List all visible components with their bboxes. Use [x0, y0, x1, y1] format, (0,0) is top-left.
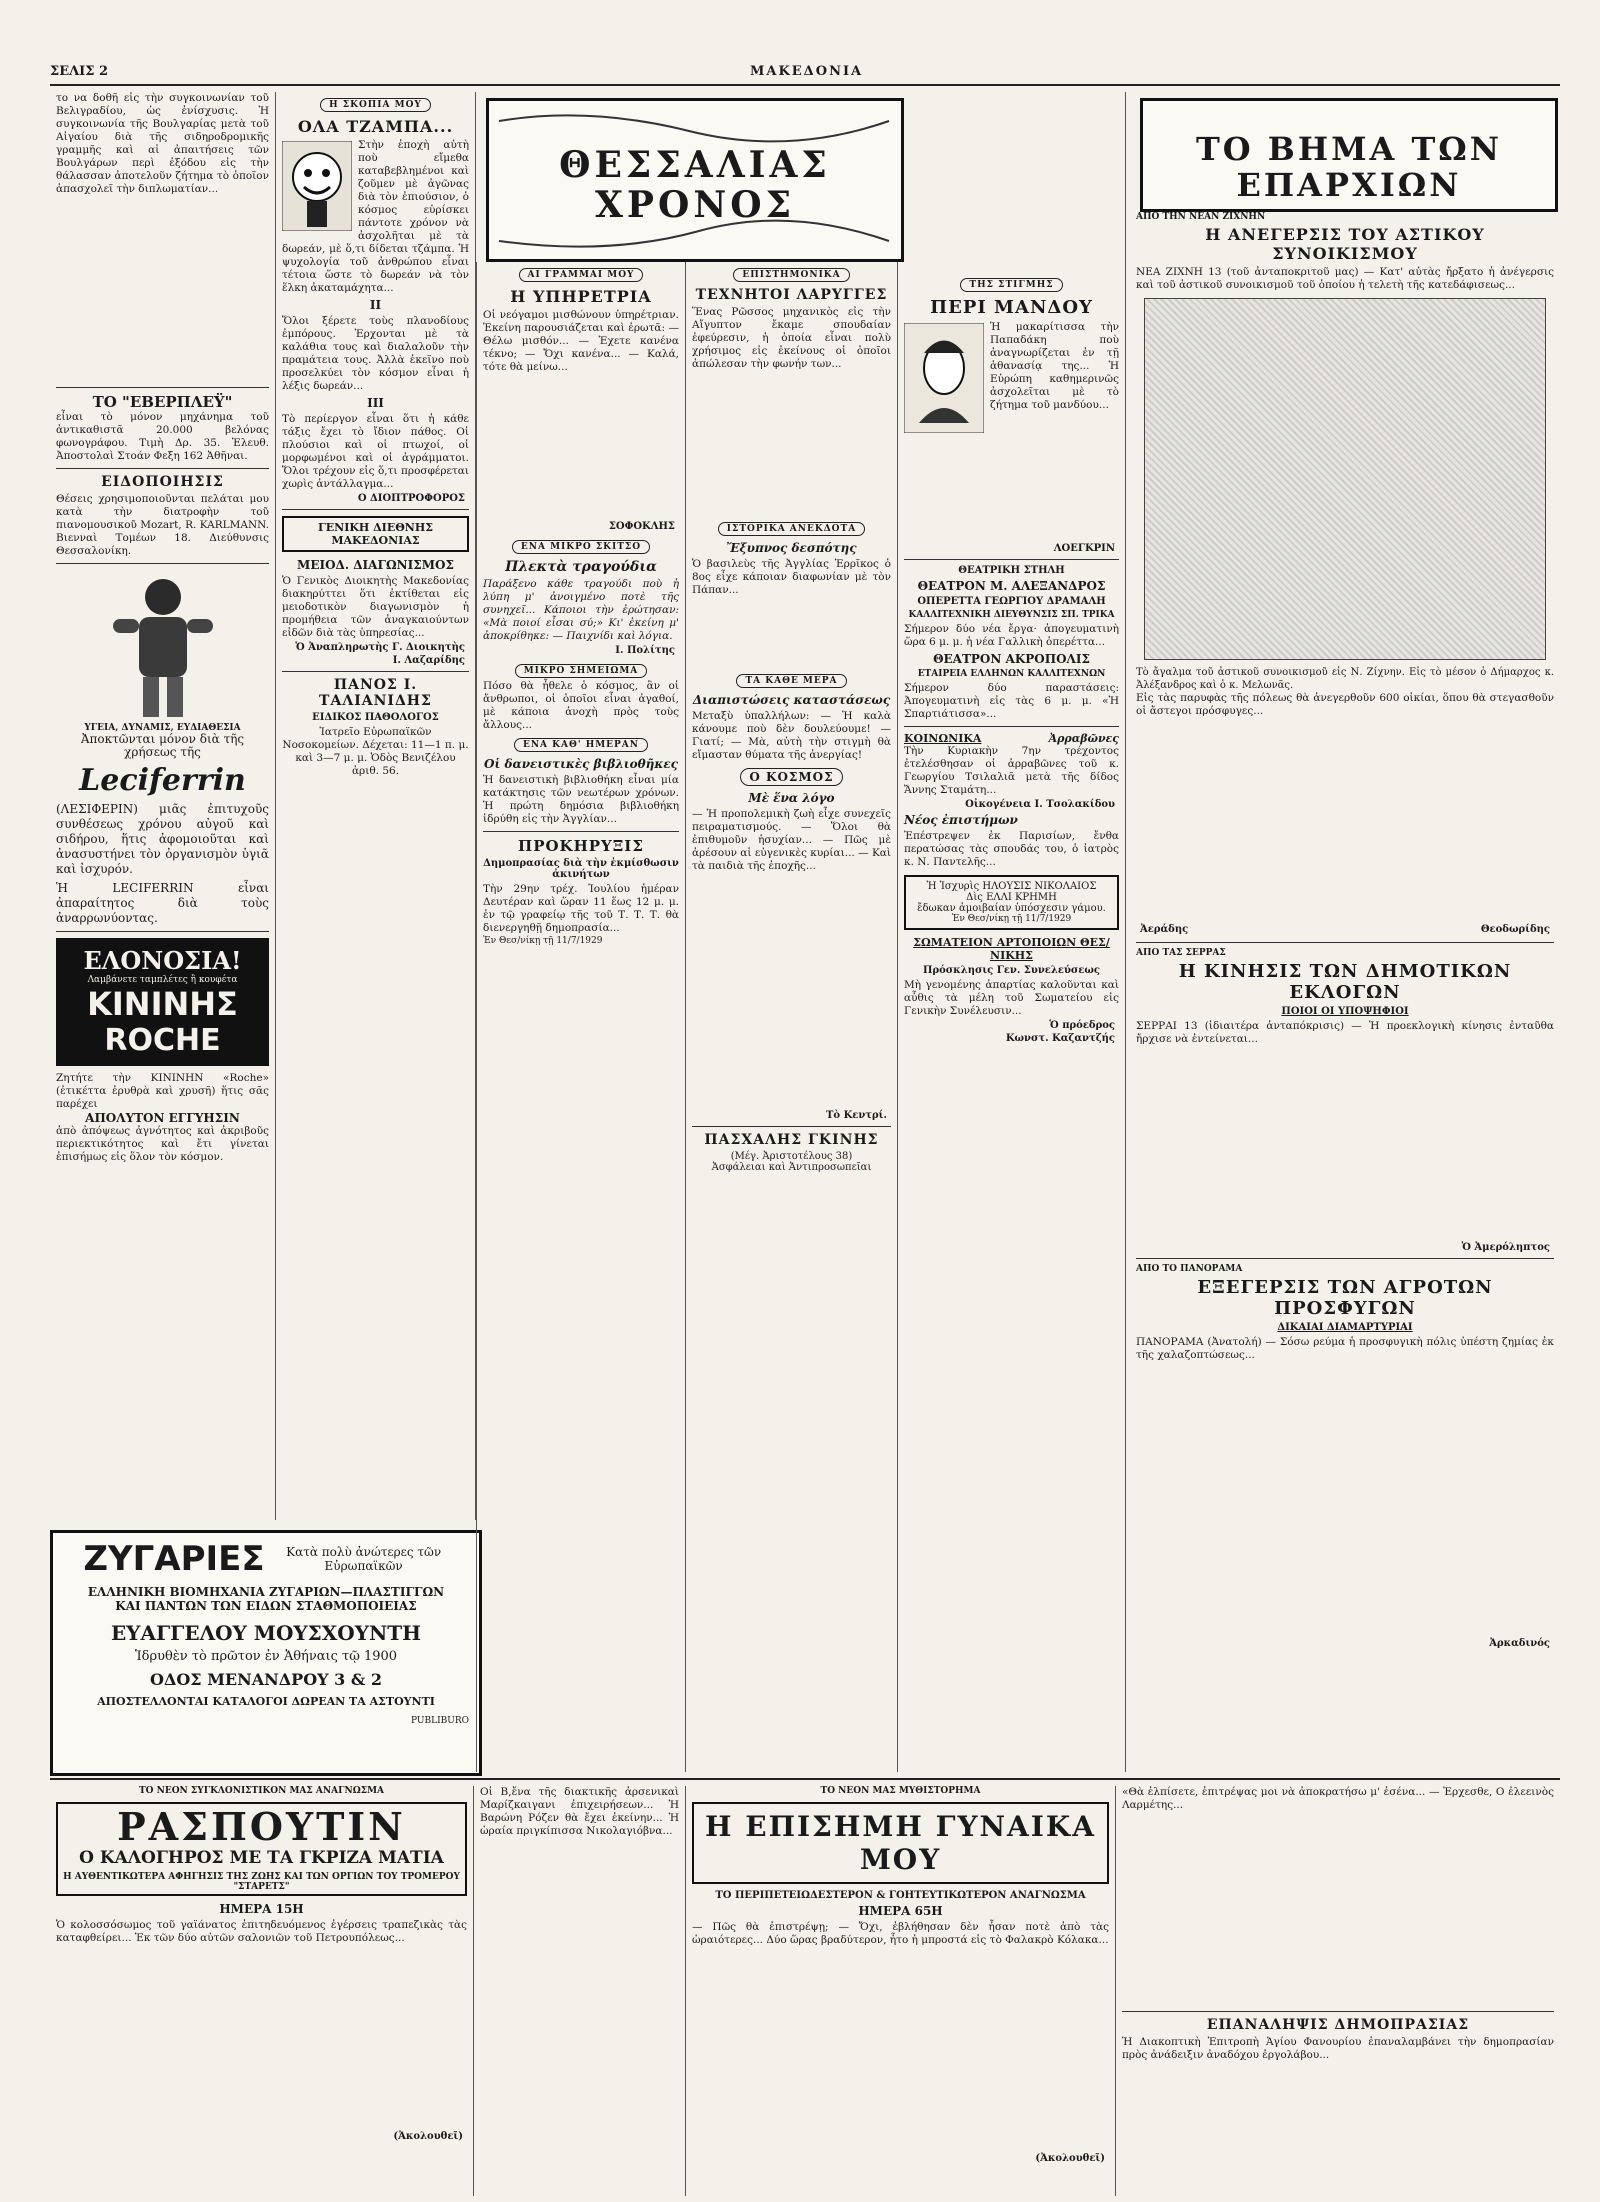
- wife-kicker: ΤΟ ΝΕΟΝ ΜΑΣ ΜΥΘΙΣΤΟΡΗΜΑ: [820, 1786, 981, 1796]
- theater-text: Σήμερον δύο νέα ἔργα· ἀπογευματινὴ ὥρα 6 μ. μ. ἡ νέα Γαλλικὴ ὀπερέττα...: [904, 623, 1119, 648]
- page-number: ΣΕΛΙΣ 2: [50, 64, 109, 79]
- column-2: [276, 92, 476, 1520]
- divider: [56, 387, 269, 388]
- section-label: Ο ΚΟΣΜΟΣ: [740, 768, 842, 786]
- right-bottom-column: [1116, 1786, 1560, 2196]
- article-text: ΣΕΡΡΑΙ 13 (ἰδιαιτέρα ἀνταπόκρισις) — Ἡ προεκλογικὴ κίνησις ἐνταῦθα ἤρχισε νὰ ἐντείνεται...: [1136, 1020, 1554, 1045]
- scales-ad-title: ΖΥΓΑΡΙΕΣ: [83, 1539, 265, 1579]
- wedding-text: ἔδωκαν ἀμοιβαίαν ὑπόσχεσιν γάμου.: [917, 903, 1106, 914]
- article-title: Η ΑΝΕΓΕΡΣΙΣ ΤΟΥ ΑΣΤΙΚΟΥ ΣΥΝΟΙΚΙΣΜΟΥ: [1205, 225, 1485, 263]
- social-signature: Οἰκογένεια Ι. Τσολακίδου: [965, 799, 1115, 810]
- column-3: [476, 262, 686, 1772]
- wedding-announcement: [904, 875, 1119, 930]
- poem-text: Παράξενο κάθε τραγούδι ποὺ ἡ λύπη μ' ἀνοιγμένο ποτὲ τῆς συνηχεῖ... Κάποιοι τὴν ἐρώτησαν: «Μὰ ποιοί εἶσαι σύ;» Κι' ἐκείνη μ' ἀποκρίθηκε: — Παιχνίδι καὶ λόγια.: [483, 578, 679, 642]
- theater-direction: ΚΑΛΛΙΤΕΧΝΙΚΗ ΔΙΕΥΘΥΝΣΙΣ ΣΠ. ΤΡΙΚΑ: [908, 610, 1115, 620]
- divider: [56, 563, 269, 564]
- article-title: ΤΕΧΝΗΤΟΙ ΛΑΡΥΓΓΕΣ: [695, 287, 888, 303]
- rasputin-title-box: [56, 1802, 467, 1896]
- strongman-illustration-icon: [103, 569, 223, 719]
- auction-text: Ἡ Διακοπτικὴ Ἐπιτροπὴ Ἁγίου Φανουρίου ἐπαναλαμβάνει τὴν δημοπρασίαν πρὸς ἀνάδειξιν ἀναδόχου ἐργολάβου...: [1122, 2036, 1554, 2061]
- scales-ad-catalog: ΑΠΟΣΤΕΛΛΟΝΤΑΙ ΚΑΤΑΛΟΓΟΙ ΔΩΡΕΑΝ ΤΑ ΑΣΤΟΥΝΤΙ: [97, 1695, 435, 1708]
- article-text: — Ἡ προπολεμικὴ ζωὴ εἶχε συνεχεῖς πειραματισμούς. — Ὅλοι θὰ ἐπιθυμοῦν ἡσυχίαν... — Πῶς μὲ ἀρέσουν αἱ εὐγενικὲς κυρίαι... — Καὶ τὰ παιδιὰ τῆς ἐποχῆς...: [692, 808, 891, 872]
- section-label: ΑΠΟ ΤΗΝ ΝΕΑΝ ΖΙΧΝΗΝ: [1136, 212, 1266, 222]
- leciferrin-ad: [56, 569, 269, 926]
- elonosia-guarantee: ΑΠΟΛΥΤΟΝ ΕΓΓΥΗΣΙΝ: [85, 1111, 240, 1125]
- article-signature: Ἀεράδης: [1140, 924, 1189, 935]
- article-title: ΠΕΡΙ ΜΑΝΔΟΥ: [930, 297, 1093, 318]
- leciferrin-brand: Leciferrin: [79, 763, 246, 798]
- governorate-ad-subtitle: ΜΕΙΟΔ. ΔΙΑΓΩΝΙΣΜΟΣ: [297, 558, 454, 572]
- page-header: [50, 62, 1560, 86]
- advertiser-name: ΠΑΣΧΑΛΗΣ ΓΚΙΝΗΣ: [704, 1132, 879, 1148]
- section-label: ΕΝΑ ΚΑΘ' ΗΜΕΡΑΝ: [514, 738, 648, 752]
- divider: [483, 831, 679, 832]
- article-title: ΟΛΑ ΤΖΑΜΠΑ...: [297, 117, 454, 136]
- article-text: Ὁ βασιλεὺς τῆς Ἀγγλίας Ἐρρῖκος ὁ 8ος εἶχε κάποιαν διαφωνίαν μὲ τὸν Πάπαν...: [692, 558, 891, 596]
- scales-ad: [50, 1530, 482, 1776]
- lead-article-text: το να δοθῆ εἰς τὴν συγκοινωνίαν τοῦ Βελιγραδίου, ὡς ἐνίσχυσις. Ἡ συγκοινωνία τῆς Βουλγαρίας μετὰ τοῦ Αἰγαίου διὰ τῆς σιδηροδρομικῆς γραμμῆς καὶ αἱ ἀπαιτήσεις τῶν Βουλγάρων περὶ ἐξόδου εἰς τὴν θάλασσαν ἀποτελοῦν ζήτημα τὸ ὁποῖον ἀπασχολεῖ τὴν διπλωματίαν...: [56, 92, 269, 195]
- section-numeral: III: [367, 396, 384, 410]
- wife-text: — Πῶς θὰ ἐπιστρέψῃ; — Ὄχι, ἐβλήθησαν δὲν ἦσαν ποτὲ ἀπὸ τὰς ὡραιότερες... Δύο ὥρας βραδύτερον, ἦτο ἡ μπροστά εἰς τὸ Φαλακρὸ Κόλακα...: [692, 1921, 1109, 1946]
- portrait-illustration-icon: [904, 323, 984, 433]
- elonosia-title: ΕΛΟΝΟΣΙΑ!: [83, 946, 242, 975]
- scales-ad-address: ΟΔΟΣ ΜΕΝΑΝΔΡΟΥ 3 & 2: [150, 1670, 382, 1689]
- column-6: [1130, 212, 1560, 1774]
- provinces-banner: [1140, 98, 1558, 212]
- photo-caption: Τὸ ἄγαλμα τοῦ ἀστικοῦ συνοικισμοῦ εἰς Ν. Ζίχνην. Εἰς τὸ μέσον ὁ Δήμαρχος κ. Ἀλέξανδρος καὶ ὁ κ. Μελωνᾶς.: [1136, 667, 1554, 691]
- theater-text: Σήμερον δύο παραστάσεις: Ἀπογευματινὴ εἰς τὰς 6 μ. μ. «Ἡ Σπαρτιάτισσα»...: [904, 682, 1119, 720]
- advertiser-address: (Μέγ. Ἀριστοτέλους 38): [730, 1151, 853, 1162]
- chronos-banner-title: ΘΕΣΣΑΛΙΑΣ ΧΡΟΝΟΣ: [559, 144, 831, 226]
- article-text: Μεταξὺ ὑπαλλήλων: — Ἡ καλὰ κάνουμε ποὺ δὲν δουλεύουμε! — Γιατί; — Μὰ, αὐτὴ τὴν στιγμὴ θὰ εἴμασταν θύματα τῆς ἀνεργίας!: [692, 710, 891, 761]
- rasputin-text: Ὁ κολοσσόσωμος τοῦ γαϊάνατος ἐπιτηδευόμενος ἐγέρσεις τραπεζικὰς τὰς καταφθείρει... Ἐκ τῶν δύο αὐτῶν σαλονιῶν τοῦ Πετρουπόλεως...: [56, 1919, 467, 1944]
- union-title: ΣΩΜΑΤΕΙΟΝ ΑΡΤΟΠΟΙΩΝ ΘΕΣ/ΝΙΚΗΣ: [913, 936, 1110, 962]
- section-numeral: II: [369, 298, 382, 312]
- notice-text: Θέσεις χρησιμοποιοῦνται πελάται μου κατὰ τὴν διατροφὴν τοῦ πιανομουσικοῦ Mozart, R. KARLMANN. Βιενναὶ Τομέων 18. Διεύθυνσις Θεσσαλονίκη.: [56, 493, 269, 557]
- rasputin-kicker: ΤΟ ΝΕΟΝ ΣΥΓΚΛΟΝΙΣΤΙΚΟΝ ΜΑΣ ΑΝΑΓΝΩΣΜΑ: [138, 1786, 385, 1796]
- auction-title: ΕΠΑΝΑΛΗΨΙΣ ΔΗΜΟΠΡΑΣΙΑΣ: [1206, 2017, 1470, 2033]
- scientist-text: Ἐπέστρεψεν ἐκ Παρισίων, ἔνθα περατώσας τὰς σπουδάς του, ὁ ἰατρὸς κ. Ν. Παντελῆς...: [904, 830, 1119, 868]
- chronos-banner: [486, 98, 904, 262]
- doctor-text: Ἰατρεῖο Εὐρωπαϊκῶν Νοσοκομείων. Δέχεται: 11—1 π. μ. καὶ 3—7 μ. μ. Ὁδὸς Βενιζέλου ἀριθ. 56.: [282, 726, 469, 777]
- theater-company: ΟΠΕΡΕΤΤΑ ΓΕΩΡΓΙΟΥ ΔΡΑΜΑΛΗ: [917, 596, 1106, 607]
- leciferrin-text3: Ἡ LECIFERRIN εἶναι ἀπαραίτητος διὰ τοὺς ἀναρρωνύοντας.: [56, 881, 269, 925]
- section-label: ΑΠΟ ΤΟ ΠΑΝΟΡΑΜΑ: [1136, 1264, 1243, 1274]
- rasputin-serial: [50, 1786, 474, 2196]
- right-serial-text: «Θὰ ἐλπίσετε, ἐπιτρέψας μοι νὰ ἀποκρατήσω μ' ἐσένα... — Ἐρχεσθε, Ο ἐλεεινὸς Λαρμέτης...: [1122, 1786, 1554, 1811]
- divider: [282, 509, 469, 510]
- union-subtitle: Πρόσκλησις Γεν. Συνελεύσεως: [923, 965, 1100, 976]
- article-text: Οἱ νεόγαμοι μισθώνουν ὑπηρέτριαν. Ἐκείνη παρουσιάζεται καὶ ἐρωτᾶ: — Θέλω μισθόν... — Ἐχετε κανένα τέκνο; — Ὄχι κανένα... — Καλά, τότε θὰ μείνω...: [483, 309, 679, 373]
- mid-serial-text: Οἱ Β,ἔνα τῆς διακτικῆς ἀρσενικαὶ Μαρίζκαιγανι ἐπιχειρήσεων... Ἡ Βαρώνη Ρόζεν θὰ ἔχει ἐκείνην... Ἡ ὡραία πριγκίπισσα Νικολαγιόβνα...: [480, 1786, 679, 1837]
- column-1: [50, 92, 276, 1520]
- wife-day: ΗΜΕΡΑ 65Η: [858, 1904, 943, 1918]
- proclamation-subtitle: Δημοπρασίας διὰ τὴν ἐκμίσθωσιν ἀκινήτων: [483, 858, 679, 880]
- advertiser-text: Ἀσφάλειαι καὶ Ἀντιπροσωπεῖαι: [711, 1162, 872, 1173]
- section-label: ΙΣΤΟΡΙΚΑ ΑΝΕΚΔΟΤΑ: [718, 522, 865, 536]
- town-photo: [1144, 298, 1546, 660]
- article-title: Διαπιστώσεις καταστάσεως: [692, 693, 891, 707]
- proclamation-date: Ἐν Θεσ/νίκῃ τῇ 11/7/1929: [483, 936, 603, 946]
- wife-subtitle: ΤΟ ΠΕΡΙΠΕΤΕΙΩΔΕΣΤΕΡΟΝ & ΓΟΗΤΕΥΤΙΚΩΤΕΡΟΝ ΑΝΑΓΝΩΣΜΑ: [715, 1890, 1086, 1901]
- roche-text: ROCHE: [104, 1023, 221, 1058]
- everplay-ad-text: εἶναι τὸ μόνον μηχάνημα τοῦ ἀντικαθιστᾶ 20.000 βελόνας φωνογράφου. Τιμὴ Δρ. 35. Ἐλευθ. Ἀποστολαὶ Στοάν Φεξη 162 Ἀθῆναι.: [56, 411, 269, 462]
- scales-ad-credit: PUBLIBURO: [411, 1716, 469, 1726]
- scales-ad-line2: ΚΑΙ ΠΑΝΤΩΝ ΤΩΝ ΕΙΔΩΝ ΣΤΑΘΜΟΠΟΙΕΙΑΣ: [115, 1599, 417, 1613]
- elonosia-bottom-text: ἀπὸ ἀπόψεως ἀγνότητος καὶ ἀκριβοῦς περιεκτικότητος καὶ ἔτι γίνεται ἐπισήμως εἰς ὅλον τὸν κόσμον.: [56, 1125, 269, 1163]
- scales-ad-founded: Ἱδρυθὲν τὸ πρῶτον ἐν Ἀθήναις τῷ 1900: [134, 1649, 398, 1664]
- provinces-banner-title: ΤΟ ΒΗΜΑ ΤΩΝ ΕΠΑΡΧΙΩΝ: [1195, 130, 1503, 204]
- article-text-1: Στὴν ἐποχὴ αὐτὴ ποὺ εἴμεθα καταβεβλημένοι καὶ ζοῦμεν μὲ ἀγῶνας διὰ τὸν ἐπιούσιον, ὁ κόσμος εὑρίσκει πάντοτε χρόνον νὰ ἀσχολῆται μὲ τὰ δωρεάν, μὲ ὅ,τι δίδεται τζάμπα. Ἡ ψυχολογία τοῦ ἀνθρώπου εἶναι τέτοια ὥστε τὸ δωρεάν νὰ τὸν ἕλκη ἀκαταμάχητα...: [282, 139, 469, 294]
- article-title: Μὲ ἕνα λόγο: [748, 791, 835, 805]
- section-label: ΕΝΑ ΜΙΚΡΟ ΣΚΙΤΣΟ: [512, 540, 650, 554]
- theater-name: ΘΕΑΤΡΟΝ ΑΚΡΟΠΟΛΙΣ: [933, 652, 1090, 666]
- proclamation-title: ΠΡΟΚΗΡΥΞΙΣ: [518, 837, 644, 855]
- section-label: ΜΙΚΡΟ ΣΗΜΕΙΩΜΑ: [515, 664, 648, 678]
- article-text: Ἕνας Ρῶσσος μηχανικὸς εἰς τὴν Αἴγυπτον ἔκαμε σπουδαίαν ἐφεύρεσιν, ἡ ὁποία εἶναι πολὺ χρήσιμος εἰς ἐκείνους οἱ ὁποῖοι ἀπώλεσαν τὴν φωνήν των...: [692, 306, 891, 370]
- article-title: Πλεκτὰ τραγούδια: [505, 559, 657, 575]
- rasputin-subtitle: Ο ΚΑΛΟΓΗΡΟΣ ΜΕ ΤΑ ΓΚΡΙΖΑ ΜΑΤΙΑ: [79, 1848, 444, 1868]
- article-subtitle: ΔΙΚΑΙΑΙ ΔΙΑΜΑΡΤΥΡΙΑΙ: [1277, 1322, 1413, 1333]
- section-label: ΤΗΣ ΣΤΙΓΜΗΣ: [960, 278, 1062, 292]
- divider: [56, 931, 269, 932]
- rasputin-title: ΡΑΣΠΟΥΤΙΝ: [117, 1804, 406, 1849]
- poem-signature: Ι. Πολίτης: [615, 645, 675, 656]
- section-label: ΕΠΙΣΤΗΜΟΝΙΚΑ: [733, 268, 849, 282]
- article-title: ΕΞΕΓΕΡΣΙΣ ΤΩΝ ΑΓΡΟΤΩΝ ΠΡΟΣΦΥΓΩΝ: [1197, 1277, 1493, 1319]
- elonosia-subtitle: Λαμβάνετε ταμπλέτες ἢ κουφέτα: [87, 975, 238, 985]
- wife-title-box: [692, 1802, 1109, 1884]
- governorate-ad-sign-title: Ὁ Ἀναπληρωτὴς Γ. Διοικητὴς: [295, 642, 465, 653]
- proclamation-text: Τὴν 29ην τρέχ. Ἰουλίου ἡμέραν Δευτέραν καὶ ὥραν 11 ἕως 12 μ. μ. ἐν τῷ γραφείῳ τῆς τοῦ Τ. Τ. Τ. θὰ διενεργηθῇ δημοπρασία...: [483, 883, 679, 934]
- leciferrin-text1: Ἀποκτῶνται μόνον διὰ τῆς χρήσεως τῆς: [80, 732, 245, 759]
- theater-section-label: ΘΕΑΤΡΙΚΗ ΣΤΗΛΗ: [958, 565, 1065, 576]
- divider: [1122, 2011, 1554, 2012]
- article-text-2: Ὅλοι ξέρετε τοὺς πλανοδίους ἐμπόρους. Ἐρχονται μὲ τὰ καλάθια τους καὶ διαλαλοῦν τὴν πραμάτεια τους. Ἀλλὰ ἐκεῖνο ποὺ προσελκύει τὸν κόσμον εἶναι ἡ λέξις δωρεάν...: [282, 315, 469, 392]
- newspaper-name: ΜΑΚΕΔΟΝΙΑ: [750, 64, 864, 79]
- article-title: Η ΚΙΝΗΣΙΣ ΤΩΝ ΔΗΜΟΤΙΚΩΝ ΕΚΛΟΓΩΝ: [1178, 961, 1512, 1003]
- notice-title: ΕΙΔΟΠΟΙΗΣΙΣ: [101, 474, 224, 490]
- scales-ad-owner: ΕΥΑΓΓΕΛΟΥ ΜΟΥΣΧΟΥΝΤΗ: [110, 1621, 422, 1645]
- article-signature: ΛΟΕΓΚΡΙΝ: [1053, 543, 1115, 554]
- everplay-ad-title: ΤΟ "ΕΒΕΡΠΛΕΫ": [92, 393, 233, 411]
- wife-title: Η ΕΠΙΣΗΜΗ ΓΥΝΑΙΚΑ ΜΟΥ: [705, 1810, 1096, 1876]
- article-signature: Ο ΔΙΟΠΤΡΟΦΟΡΟΣ: [357, 493, 465, 504]
- divider: [904, 559, 1119, 560]
- section-label: ΤΑ ΚΑΘΕ ΜΕΡΑ: [736, 674, 846, 688]
- divider: [1136, 1258, 1554, 1259]
- section-label: ΑΙ ΓΡΑΜΜΑΙ ΜΟΥ: [519, 268, 644, 282]
- leciferrin-slogan: ΥΓΕΙΑ, ΔΥΝΑΜΙΣ, ΕΥΔΙΑΘΕΣΙΑ: [84, 723, 241, 733]
- column-5: [898, 92, 1126, 1772]
- social-title: Ἀρραβῶνες: [1048, 732, 1119, 745]
- divider: [904, 726, 1119, 727]
- article-text: ΠΑΝΟΡΑΜΑ (Ἀνατολή) — Σόσω ρεύμα ἡ προσφυγικὴ πόλις ὑπέστη ζημίας ἐκ τῆς χαλαζοπτώσεως...: [1136, 1336, 1554, 1361]
- divider: [282, 671, 469, 672]
- article-title: Ἔξυπνος δεσπότης: [726, 541, 857, 555]
- union-sign-name: Κωνστ. Καζαντζής: [1005, 1033, 1115, 1044]
- wedding-bride: Δὶς ΕΛΛΙ ΚΡΗΜΗ: [966, 892, 1057, 903]
- scales-ad-subtitle: Κατὰ πολὺ ἀνώτερες τῶν Εὐρωπαϊκῶν: [286, 1545, 442, 1573]
- section-label: ΑΠΟ ΤΑΣ ΣΕΡΡΑΣ: [1136, 948, 1226, 958]
- theater-company: ΕΤΑΙΡΕΙΑ ΕΛΛΗΝΩΝ ΚΑΛΛΙΤΕΧΝΩΝ: [917, 669, 1106, 679]
- column-4: [686, 262, 898, 1772]
- article-text: Ἡ μακαρίτισσα τὴν Παπαδάκη ποὺ ἀναγνωρίζεται ἐν τῇ ἀθανασίᾳ της... Ἡ Εὐρώπη καθημερινῶς ἀσχολεῖται μὲ τὸ ζήτημα τοῦ μανδύου...: [990, 321, 1119, 411]
- article-text: Πόσο θὰ ἦθελε ὁ κόσμος, ἂν οἱ ἄνθρωποι, οἱ ὁποῖοι εἶναι ἀγαθοί, μὲ κάποια ἀνοχὴ πρὸς τοὺς ἄλλους...: [483, 680, 679, 731]
- governorate-ad-sign-name: Ι. Λαζαρίδης: [392, 655, 465, 666]
- theater-name: ΘΕΑΤΡΟΝ Μ. ΑΛΕΞΑΝΔΡΟΣ: [917, 579, 1106, 593]
- union-text: Μὴ γενομένης ἀπαρτίας καλοῦνται καὶ αὖθις τὰ μέλη τοῦ Σωματείου εἰς Γενικὴν Συνέλευσιν...: [904, 979, 1119, 1017]
- doctor-name: ΠΑΝΟΣ Ι. ΤΑΛΙΑΝΙΔΗΣ: [319, 677, 432, 709]
- article-signature: Ἀρκαδινός: [1489, 1638, 1550, 1649]
- divider: [56, 468, 269, 469]
- article-title: Οἱ δανειστικὲς βιβλιοθῆκες: [484, 757, 678, 771]
- article-subtitle: ΠΟΙΟΙ ΟΙ ΥΠΟΨΗΦΙΟΙ: [1281, 1006, 1409, 1017]
- rasputin-day: ΗΜΕΡΑ 15Η: [219, 1902, 304, 1916]
- governorate-ad-text: Ὁ Γενικὸς Διοικητὴς Μακεδονίας διακηρύττει ὅτι ἐκτίθεται εἰς μειοδοτικὸν διαγωνισμὸν ἡ προμήθεια τῶν ἀναγκαιούντων εἰδῶν διὰ τὰς ὑπηρεσίας...: [282, 575, 469, 639]
- governorate-ad-title: ΓΕΝΙΚΗ ΔΙΕΘΝΗΣ ΜΑΚΕΔΟΝΙΑΣ: [282, 516, 469, 552]
- article-title: Η ΥΠΗΡΕΤΡΙΑ: [510, 287, 652, 306]
- divider: [1136, 942, 1554, 943]
- wife-continued: (Ἀκολουθεῖ): [1035, 2153, 1105, 2164]
- article-signature: Θεοδωρίδης: [1480, 924, 1550, 935]
- elonosia-ad: [56, 938, 269, 1066]
- article-text: Ἡ δανειστικὴ βιβλιοθήκη εἶναι μία κατάκτησις τῶν νεωτέρων χρόνων. Ἡ πρώτη δημόσια βιβλιοθήκη ἱδρύθη εἰς τὴν Ἀγγλίαν...: [483, 774, 679, 825]
- wedding-date: Ἐν Θεσ/νίκῃ τῇ 11/7/1929: [951, 914, 1072, 924]
- scales-ad-line1: ΕΛΛΗΝΙΚΗ ΒΙΟΜΗΧΑΝΙΑ ΖΥΓΑΡΙΩΝ—ΠΛΑΣΤΙΓΓΩΝ: [87, 1585, 445, 1599]
- wedding-groom: Ἡ Ἱσχυρὶς ΗΛΟΥΣΙΣ ΝΙΚΟΛΑΙΟΣ: [926, 881, 1097, 892]
- kininis-text: ΚΙΝΙΝΗΣ: [87, 985, 238, 1023]
- union-sign-title: Ὁ πρόεδρος: [1049, 1020, 1115, 1031]
- divider: [692, 1126, 891, 1127]
- social-text: Τὴν Κυριακὴν 7ην τρέχοντος ἐτελέσθησαν οἱ ἀρραβῶνες τοῦ κ. Γεωργίου Τσιλαλιᾶ μετὰ τῆς δίδος Ἄννης Σταμάτη...: [904, 745, 1119, 796]
- article-text-3: Τὸ περίεργον εἶναι ὅτι ἡ κάθε τάξις ἔχει τὸ ἴδιον πάθος. Οἱ πλούσιοι καὶ οἱ πτωχοί, οἱ μορφωμένοι καὶ οἱ ἀγράμματοι. Ὅλοι τρέχουν εἰς ὅ,τι προσφέρεται χωρὶς ἀντάλλαγμα...: [282, 413, 469, 490]
- article-signature: Τὸ Κεντρί.: [825, 1110, 887, 1121]
- wife-serial: [686, 1786, 1116, 2196]
- article-text: Εἰς τὰς παρυφὰς τῆς πόλεως θὰ ἀνεγερθοῦν 600 οἰκίαι, ὅπου θὰ στεγασθοῦν οἱ ἄστεγοι πρόσφυγες...: [1136, 692, 1554, 717]
- section-label: Η ΣΚΟΠΙΑ ΜΟΥ: [320, 98, 431, 112]
- social-section-label: ΚΟΙΝΩΝΙΚΑ: [904, 732, 982, 745]
- doctor-title: ΕΙΔΙΚΟΣ ΠΑΘΟΛΟΓΟΣ: [312, 712, 439, 723]
- scientist-title: Νέος ἐπιστήμων: [904, 813, 1018, 827]
- elonosia-text: Ζητήτε τὴν ΚΙΝΙΝΗΝ «Roche» (ἐτικέττα ἐρυθρὰ καὶ χρυσῆ) ἥτις σᾶς παρέχει: [56, 1072, 269, 1110]
- article-signature: ΣΟΦΟΚΛΗΣ: [608, 521, 675, 532]
- caricature-face-icon: [282, 141, 352, 231]
- rasputin-continued: (Ἀκολουθεῖ): [393, 2131, 463, 2142]
- leciferrin-text2: (ΛΕΣΙΦΕΡΙΝ) μιᾶς ἐπιτυχοῦς συνθέσεως χρόνου αὐγοῦ καὶ σιδήρου, ἥτις ἀφομοιοῦται καὶ ἀνασυστήνει τὸν ὀργανισμὸν ὑγιᾶ καὶ ἰσχυρόν.: [56, 802, 269, 876]
- rasputin-tagline: Η ΑΥΘΕΝΤΙΚΩΤΕΡΑ ΑΦΗΓΗΣΙΣ ΤΗΣ ΖΩΗΣ ΚΑΙ ΤΩΝ ΟΡΓΙΩΝ ΤΟΥ ΤΡΟΜΕΡΟΥ "ΣΤΑΡΕΤΣ": [63, 1872, 460, 1892]
- article-signature: Ὁ Ἀμερόληπτος: [1461, 1242, 1550, 1253]
- mid-serial-column: [474, 1786, 686, 2196]
- bottom-section-rule: [50, 1778, 1560, 1780]
- article-text: ΝΕΑ ΖΙΧΝΗ 13 (τοῦ ἀνταποκριτοῦ μας) — Κατ' αὐτὰς ἤρξατο ἡ ἀνέγερσις καὶ τοῦ ἀστικοῦ συνοικισμοῦ τοῦ ὁποίου ἡ τελετὴ τῆς κατεδάφισεως...: [1136, 266, 1554, 291]
